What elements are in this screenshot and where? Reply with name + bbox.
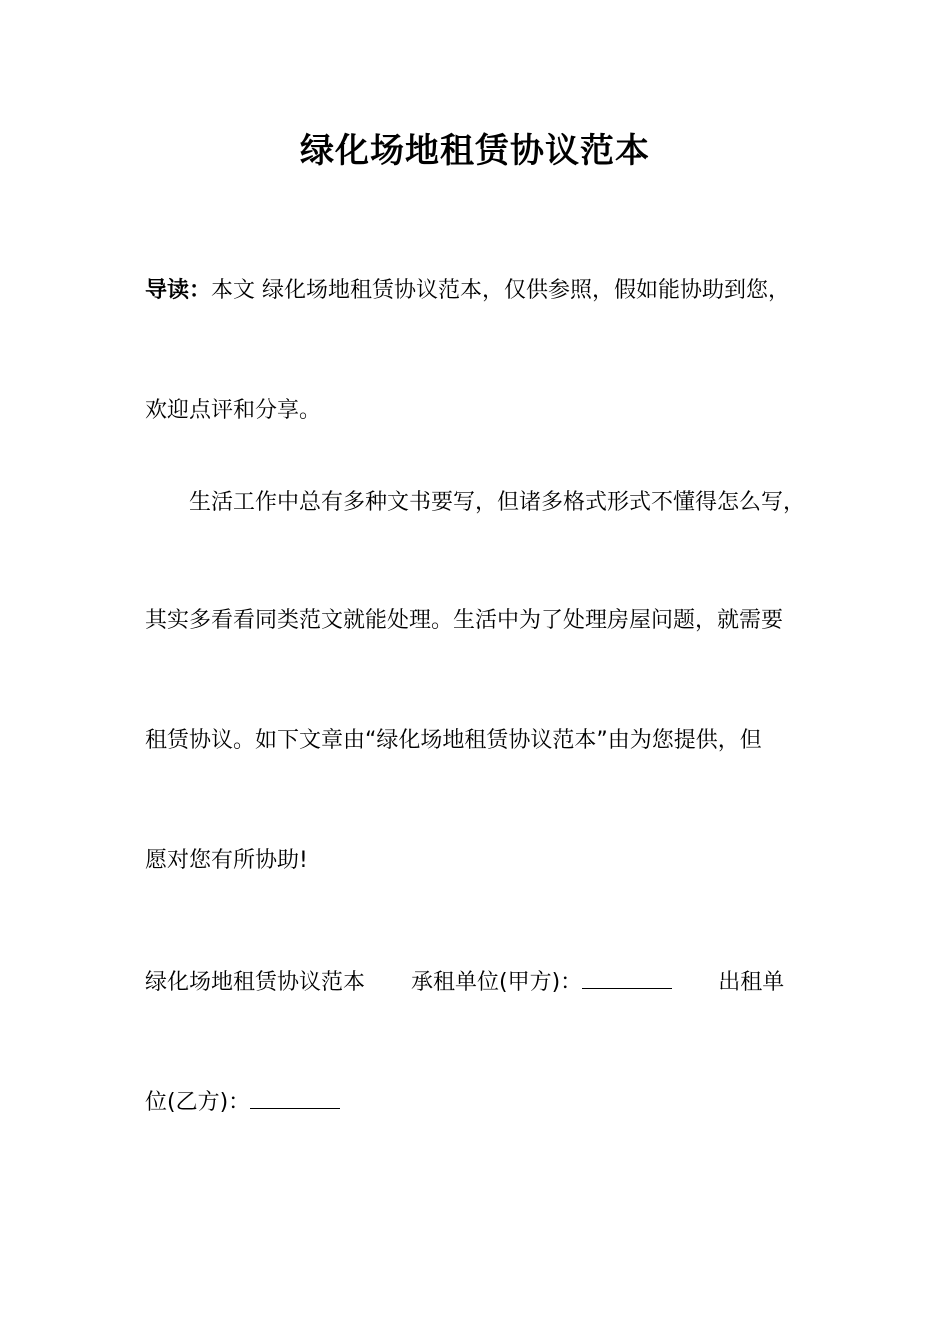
lead-line-1 [145, 276, 790, 306]
contract-line-1 [145, 966, 784, 998]
lead-text-1: 本文 绿化场地租赁协议范本，仅供参照，假如能协助到您， [211, 278, 791, 303]
paragraph-line-2 [145, 606, 783, 636]
lead-label: 导读： [145, 278, 212, 303]
contract-line-2 [145, 1086, 340, 1118]
paragraph-line-4 [145, 846, 308, 876]
paragraph-text-1: 生活工作中总有多种文书要写，但诸多格式形式不懂得怎么写， [189, 490, 806, 515]
document-title: 绿化场地租赁协议范本 [300, 131, 650, 171]
contract-heading: 绿化场地租赁协议范本 [145, 970, 366, 995]
party-a-label: 承租单位(甲方)： [411, 970, 583, 995]
party-b-blank[interactable] [250, 1086, 340, 1109]
paragraph-text-4: 愿对您有所协助! [145, 848, 308, 873]
party-b-label-end: 位(乙方)： [145, 1090, 251, 1115]
lead-text-2: 欢迎点评和分享。 [145, 398, 322, 423]
paragraph-line-3 [145, 726, 762, 756]
paragraph-text-3: 租赁协议。如下文章由“绿化场地租赁协议范本”由为您提供，但 [145, 728, 762, 753]
lead-line-2 [145, 396, 321, 426]
paragraph-text-2: 其实多看看同类范文就能处理。生活中为了处理房屋问题，就需要 [145, 608, 784, 633]
party-a-blank[interactable] [582, 966, 672, 989]
party-b-label-start: 出租单 [718, 970, 785, 995]
paragraph-line-1 [145, 488, 805, 518]
